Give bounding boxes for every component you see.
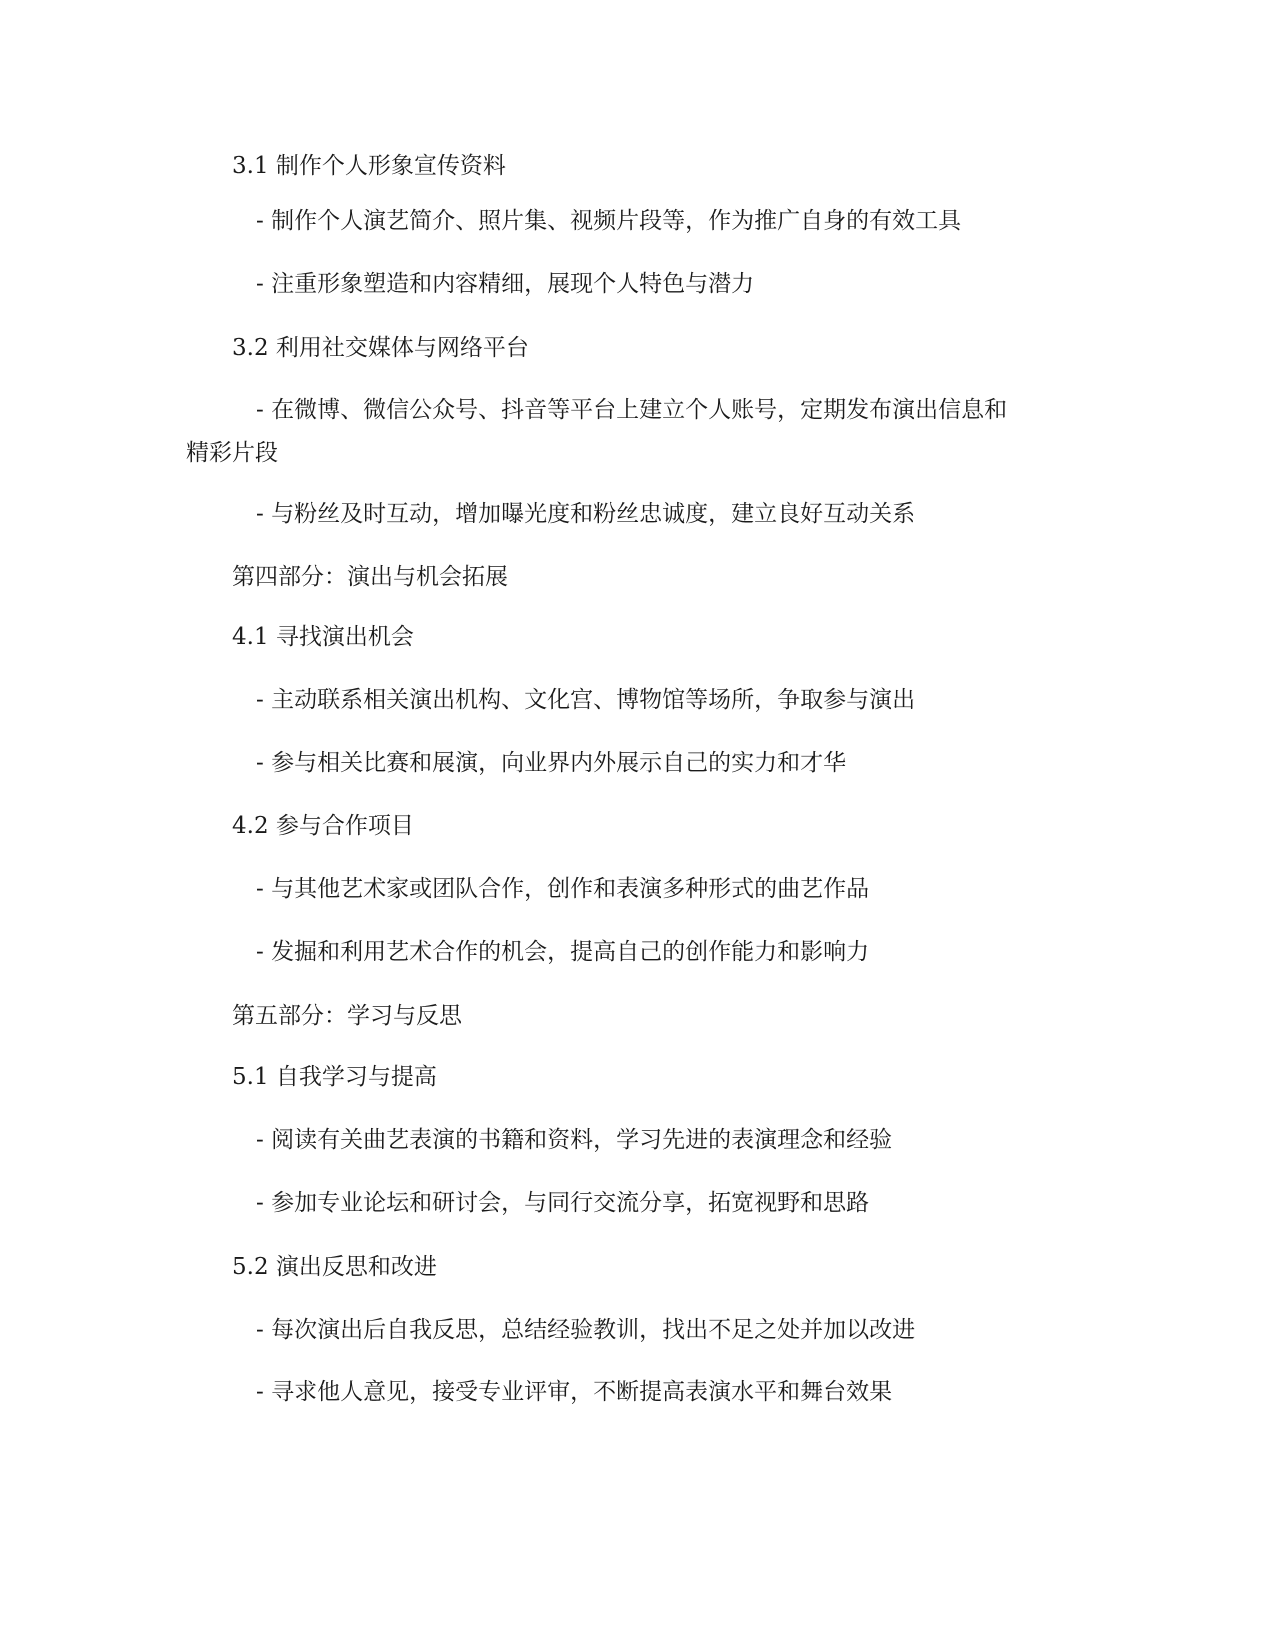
bullet-item: - 注重形象塑造和内容精细，展现个人特色与潜力 [256,271,755,297]
bullet-item-continuation: 精彩片段 [186,440,278,466]
bullet-item: - 与其他艺术家或团队合作，创作和表演多种形式的曲艺作品 [256,876,870,902]
section-heading-part-5: 第五部分：学习与反思 [232,1003,462,1029]
bullet-item: - 参加专业论坛和研讨会，与同行交流分享，拓宽视野和思路 [256,1190,870,1216]
bullet-item: - 寻求他人意见，接受专业评审，不断提高表演水平和舞台效果 [256,1379,893,1405]
bullet-item: - 参与相关比赛和展演，向业界内外展示自己的实力和才华 [256,750,847,776]
subsection-heading-4-1: 4.1 寻找演出机会 [232,624,414,650]
bullet-item: - 与粉丝及时互动，增加曝光度和粉丝忠诚度，建立良好互动关系 [256,501,916,527]
subsection-heading-3-2: 3.2 利用社交媒体与网络平台 [232,335,529,361]
bullet-item: - 阅读有关曲艺表演的书籍和资料，学习先进的表演理念和经验 [256,1127,893,1153]
subsection-heading-3-1: 3.1 制作个人形象宣传资料 [232,153,506,179]
bullet-item: - 主动联系相关演出机构、文化宫、博物馆等场所，争取参与演出 [256,687,916,713]
subsection-heading-4-2: 4.2 参与合作项目 [232,813,414,839]
bullet-item: - 每次演出后自我反思，总结经验教训，找出不足之处并加以改进 [256,1317,916,1343]
bullet-item: - 制作个人演艺简介、照片集、视频片段等，作为推广自身的有效工具 [256,208,962,234]
section-heading-part-4: 第四部分：演出与机会拓展 [232,564,508,590]
subsection-heading-5-1: 5.1 自我学习与提高 [232,1064,437,1090]
bullet-item: - 在微博、微信公众号、抖音等平台上建立个人账号，定期发布演出信息和 [256,397,1008,423]
bullet-item: - 发掘和利用艺术合作的机会，提高自己的创作能力和影响力 [256,939,870,965]
subsection-heading-5-2: 5.2 演出反思和改进 [232,1254,437,1280]
